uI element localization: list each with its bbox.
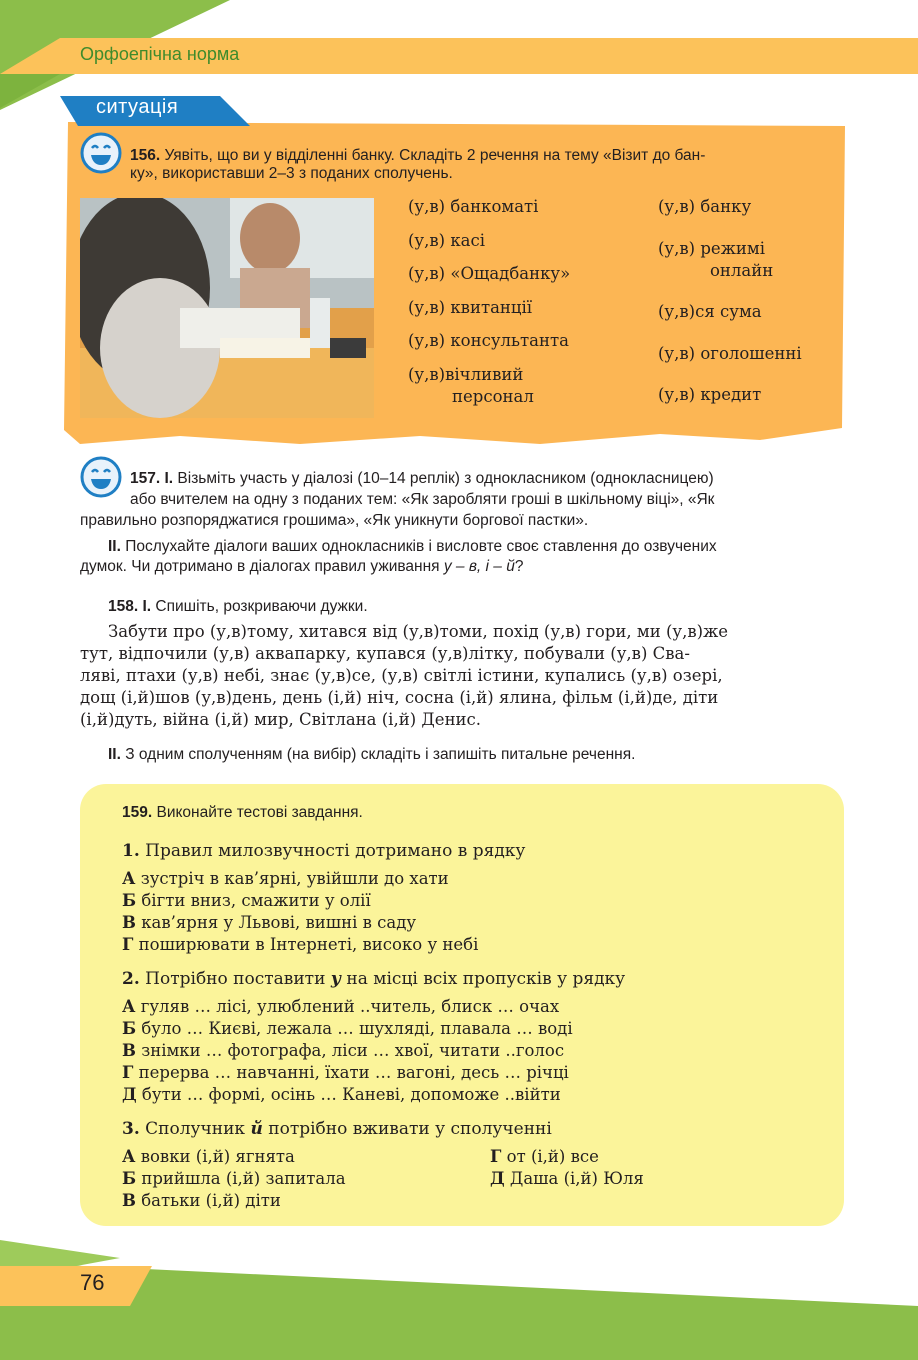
option-sia-suma: (у,в)ся сума	[658, 302, 762, 321]
option-onlain: онлайн	[710, 261, 774, 280]
task-158-text-line: Забути про (у,в)тому, хитався від (у,в)томи, похід (у,в) гори, ми (у,в)же	[108, 622, 729, 641]
answer-item: Г поширювати в Інтернеті, високо у небі	[122, 935, 479, 954]
answer-item: А вовки (і,й) ягнята	[122, 1147, 295, 1166]
answer-item: А зустріч в кав’ярні, увійшли до хати	[122, 869, 449, 888]
task-156-line1: 156. Уявіть, що ви у відділенні банку. Складіть 2 речення на тему «Візит до бан-	[130, 147, 706, 164]
option-oshchadbanku: (у,в) «Ощадбанку»	[408, 264, 571, 283]
answer-item: Б бігти вниз, смажити у олії	[122, 891, 371, 910]
answer-item: Г от (і,й) все	[490, 1147, 599, 1166]
task-158-text-line: дощ (і,й)шов (у,в)день, день (і,й) ніч, сосна (і,й) ялина, фільм (і,й)де, діти	[80, 688, 719, 707]
option-rezhymi: (у,в) режимі	[658, 239, 765, 258]
section-title: Орфоепічна норма	[80, 44, 240, 64]
answer-item: В кав’ярня у Львові, вишні в саду	[122, 913, 417, 932]
task-157-part2-line1: ІІ. Послухайте діалоги ваших однокласників і висловте своє ставлення до озвучених	[108, 538, 717, 555]
task-156-line2: ку», використавши 2–3 з поданих сполучень.	[130, 165, 453, 182]
task-157-line3: правильно розпоряджатися грошима», «Як уникнути боргової пастки».	[80, 512, 589, 529]
page-number: 76	[80, 1270, 105, 1295]
answer-item: А гуляв … лісі, улюблений ..читель, блиск … очах	[122, 997, 560, 1016]
answer-item: Б було … Києві, лежала … шухляді, плавала … воді	[122, 1019, 573, 1038]
option-vichlyvyi: (у,в)вічливий	[408, 365, 524, 384]
option-kredyt: (у,в) кредит	[658, 385, 762, 404]
answer-item: Г перерва … навчанні, їхати … вагоні, десь … річці	[122, 1063, 569, 1082]
task-158-text-line: ляві, птахи (у,в) небі, знає (у,в)се, (у,в) світлі істини, купались (у,в) озері,	[80, 666, 723, 685]
answer-item: Д бути … формі, осінь … Каневі, допоможе ..війти	[122, 1085, 561, 1104]
situation-label: ситуація	[96, 96, 179, 118]
answer-item: В батьки (і,й) діти	[122, 1191, 281, 1210]
option-kvytantsii: (у,в) квитанції	[408, 298, 533, 317]
task-157-part2-line2: думок. Чи дотримано в діалогах правил уживання у – в, і – й?	[80, 558, 524, 575]
footer-band	[0, 1240, 918, 1360]
option-banku: (у,в) банку	[658, 197, 752, 216]
task-158-heading: 158. І. Спишіть, розкриваючи дужки.	[108, 598, 368, 615]
option-ogoloshenni: (у,в) оголошенні	[658, 344, 802, 363]
task-157-line1: 157. І. Візьміть участь у діалозі (10–14 реплік) з однокласником (однокласницею)	[130, 470, 714, 487]
question-1: 1. Правил милозвучності дотримано в рядку	[122, 841, 526, 861]
question-2: 2. Потрібно поставити у на місці всіх пропусків у рядку	[122, 969, 626, 989]
task-158-text-line: (і,й)дуть, війна (і,й) мир, Світлана (і,й) Денис.	[80, 710, 482, 729]
question-3: 3. Сполучник й потрібно вживати у сполученні	[122, 1119, 552, 1139]
answer-item: Д Даша (і,й) Юля	[490, 1169, 644, 1188]
answer-item: Б прийшла (і,й) запитала	[122, 1169, 346, 1188]
task-158-text-line: тут, відпочили (у,в) аквапарку, купався (у,в)літку, побували (у,в) Сва-	[80, 644, 690, 663]
task-158-part2: ІІ. З одним сполученням (на вибір) складіть і запишіть питальне речення.	[108, 746, 636, 763]
option-kasi: (у,в) касі	[408, 231, 486, 250]
task-157-line2: або вчителем на одну з поданих тем: «Як заробляти гроші в шкільному віці», «Як	[130, 491, 715, 508]
smiley-icon	[80, 132, 122, 174]
task-159-heading: 159. Виконайте тестові завдання.	[122, 804, 363, 821]
option-bankomati: (у,в) банкоматі	[408, 197, 539, 216]
option-personal: персонал	[452, 387, 534, 406]
bank-photo	[80, 198, 374, 418]
option-konsultanta: (у,в) консультанта	[408, 331, 569, 350]
smiley-icon	[80, 456, 122, 498]
answer-item: В знімки … фотографа, ліси … хвої, читати ..голос	[122, 1041, 565, 1060]
